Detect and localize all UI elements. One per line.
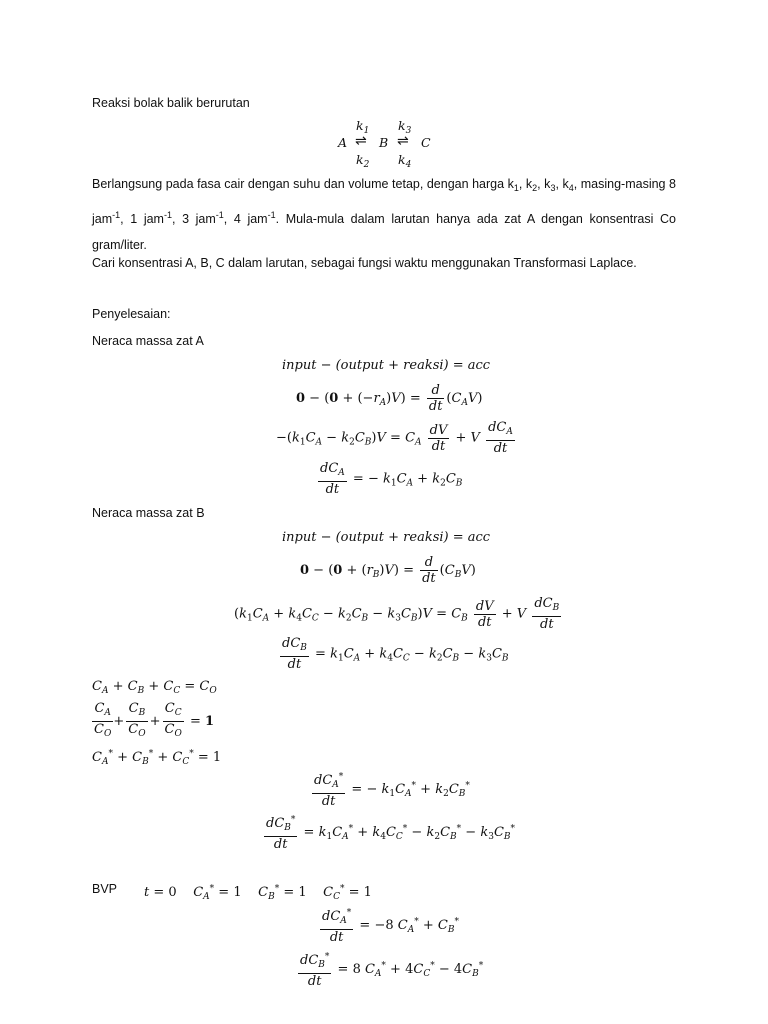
section-heading-b: Neraca massa zat B (92, 506, 205, 520)
problem-title: Reaksi bolak balik berurutan (92, 96, 250, 110)
bvp-conditions: t = 0 $C_A^* = 1$ $C_B^* = 1$ $C_C^* = 1$ (144, 884, 372, 902)
equilibrium-arrow-2: ⇌ (397, 133, 409, 149)
equation-normalized: $\frac{C_A}{C_O}$ + $\frac{C_B}{C_O}$ + $\frac{C_C}{C_O}$ = 1 (94, 701, 215, 739)
equation-b-2: $0 - (0 + (r_B)V)$ = $\frac{d}{dt}$ $(C_BV)$ (300, 555, 476, 586)
equation-total: $C_A + C_B + C_C = C_O$ (92, 679, 217, 696)
equation-b-4: $\frac{dC_B}{dt}$ = $k_1C_A + k_4C_C - k_2C_B - k_3C_B$ (282, 636, 509, 672)
rate-k4: $k_4$ (398, 152, 412, 170)
equation-a-2: $0 - (0 + (-r_A)V)$ = $\frac{d}{dt}$ $(C_AV)$ (296, 383, 483, 414)
equation-numeric-b: $\frac{dC_B^*}{dt}$ = 8 $C_A^* + 4C_C^* - 4C_B^*$ (300, 952, 484, 989)
bvp-label: BVP (92, 882, 118, 896)
species-b: B (379, 135, 389, 150)
question-text: Cari konsentrasi A, B, C dalam larutan, sebagai fungsi waktu menggunakan Transformasi Laplace. (92, 256, 637, 270)
equation-dimensionless-a: $\frac{dC_A^*}{dt}$ = − $k_1C_A^* + k_2C_B^*$ (314, 772, 470, 809)
equilibrium-arrow-1: ⇌ (355, 133, 367, 149)
section-heading-a: Neraca massa zat A (92, 334, 204, 348)
problem-paragraph: Berlangsung pada fasa cair dengan suhu dan volume tetap, dengan harga $k_1$, $k_2$, $k_3$, $k_4$, masing-masing 8 jam$^{-1}$, 1 jam$^{-1}$, 3 jam$^{-1}$, 4 jam$^{-1}$. Mula-mula dalam larutan hanya ada zat A dengan konsentrasi Co gram/liter. (92, 177, 676, 252)
rate-k3: $k_3$ (398, 118, 412, 136)
equation-general-a: input − (output + reaksi) = acc (282, 358, 491, 373)
species-a: A (338, 135, 348, 150)
equation-dimensionless-sum: $C_A^* + C_B^* + C_C^* = 1$ (92, 749, 222, 767)
solution-heading: Penyelesaian: (92, 307, 171, 321)
equation-dimensionless-b: $\frac{dC_B^*}{dt}$ = $k_1C_A^* + k_4C_C^* - k_2C_B^* - k_3C_B^*$ (266, 815, 516, 852)
equation-b-3: $(k_1C_A + k_4C_C - k_2C_B - k_3C_B)V = C_B$ $\frac{dV}{dt}$ + V $\frac{dC_B}{dt}$ (234, 596, 560, 632)
rate-k1: $k_1$ (356, 118, 370, 136)
equation-a-4: $\frac{dC_A}{dt}$ = − $k_1C_A + k_2C_B$ (320, 461, 463, 497)
equation-numeric-a: $\frac{dC_A^*}{dt}$ = −8 $C_A^* + C_B^*$ (322, 908, 459, 945)
equation-general-b: input − (output + reaksi) = acc (282, 530, 491, 545)
equation-a-3: $-(k_1C_A - k_2C_B)V = C_A$ $\frac{dV}{dt}$ + V $\frac{dC_A}{dt}$ (276, 420, 513, 456)
species-c: C (421, 135, 431, 150)
rate-k2: $k_2$ (356, 152, 370, 170)
